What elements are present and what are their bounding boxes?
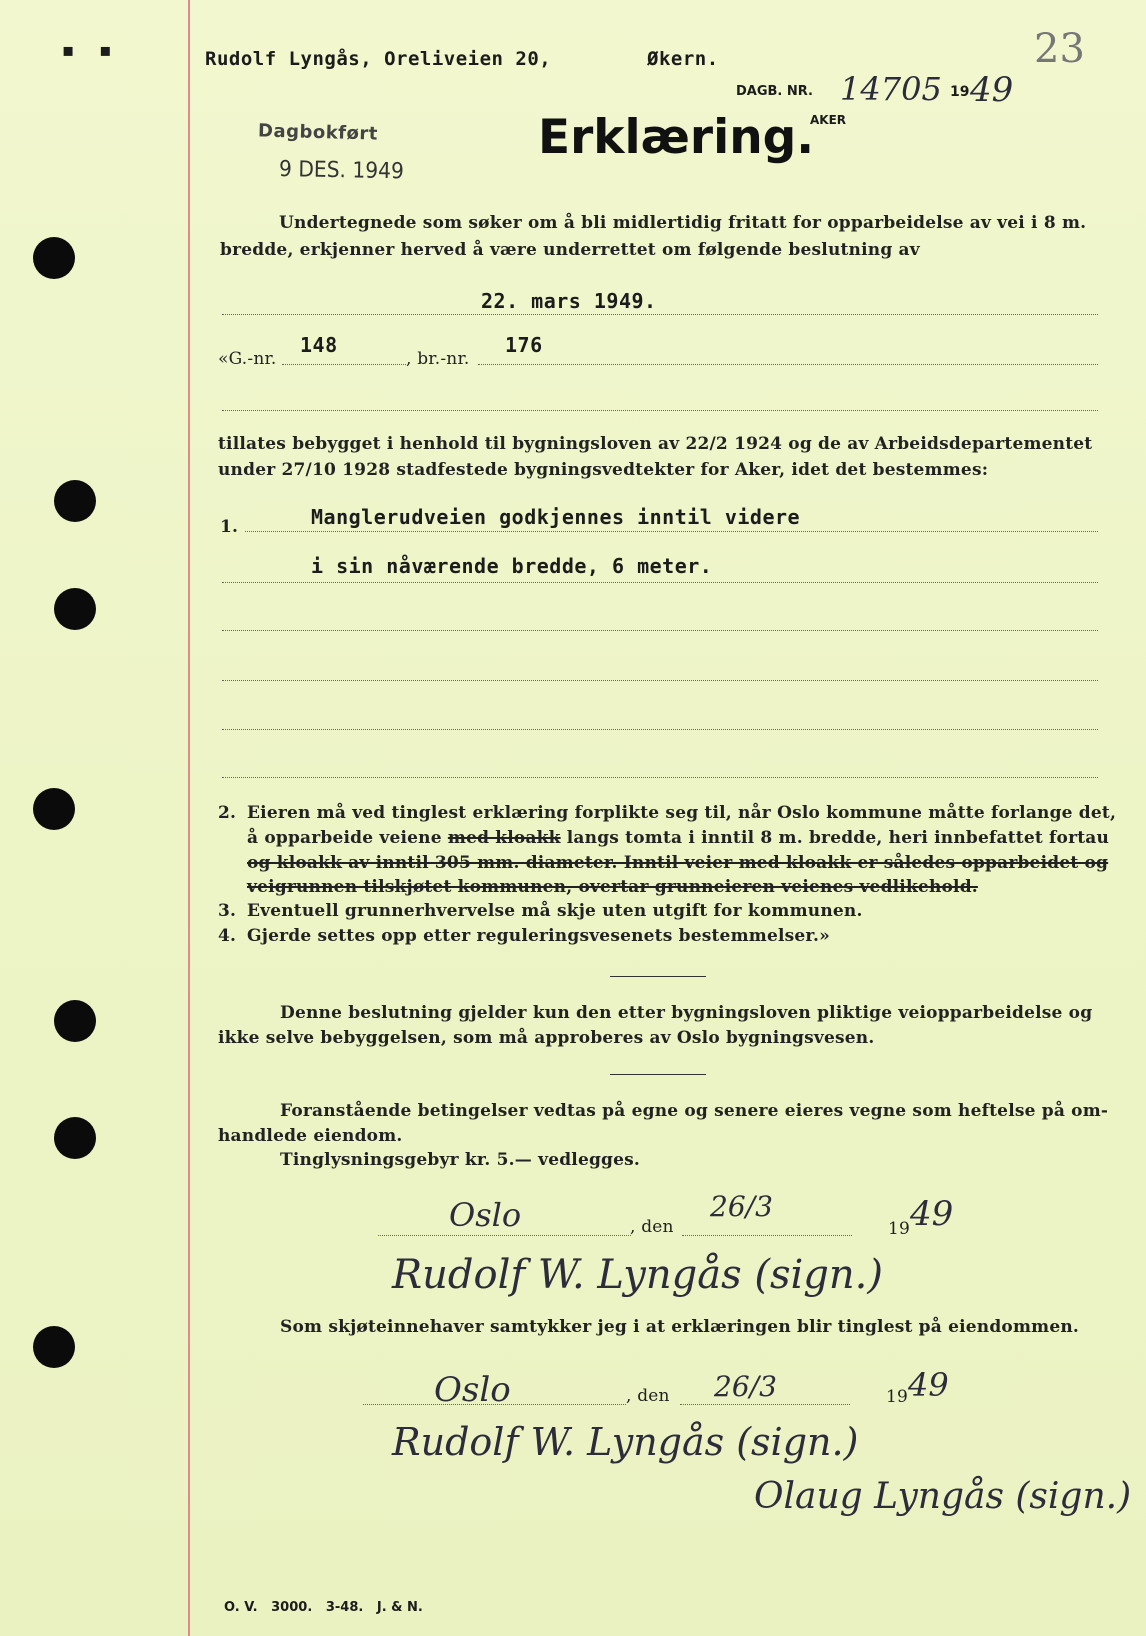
signing-2-date: 26/3: [714, 1370, 777, 1403]
bnr-label: , br.-nr.: [406, 349, 470, 369]
condition-1-line-2: i sin nåværende bredde, 6 meter.: [311, 554, 713, 578]
condition-3-number: 3.: [218, 901, 237, 921]
signing-2-place: Oslo: [434, 1370, 511, 1410]
blank-line: [222, 410, 1098, 411]
gnr-label: «G.-nr.: [218, 349, 277, 369]
signing-1-den: , den: [630, 1217, 674, 1237]
gnr-value: 148: [300, 333, 338, 357]
signing-2-year: 49: [908, 1366, 949, 1404]
stamp-date: 9 DES. 1949: [278, 157, 405, 185]
consent-text: Som skjøteinnehaver samtykker jeg i at erklæringen blir tinglest på eiendommen.: [280, 1317, 1080, 1337]
dagb-year-prefix: 19: [950, 84, 970, 100]
punch-hole: [33, 237, 75, 279]
permission-line-2: under 27/10 1928 stadfestede bygningsvedtekter for Aker, idet det bestemmes:: [218, 460, 989, 480]
dagb-year: 49: [970, 70, 1014, 110]
signing-2-year-prefix: 19: [886, 1387, 909, 1407]
terms-line-1: Foranstående betingelser vedtas på egne og senere eieres vegne som heftelse på om-: [280, 1101, 1109, 1121]
signing-2-signature-1: Rudolf W. Lyngås (sign.): [392, 1420, 859, 1464]
owner-line: Rudolf Lyngås, Oreliveien 20,: [205, 48, 552, 70]
condition-2-line-2: [247, 828, 1109, 848]
condition-4-number: 4.: [218, 926, 237, 946]
condition-3-text: Eventuell grunnerhvervelse må skje uten utgift for kommunen.: [247, 901, 863, 921]
condition-line: [222, 582, 1098, 583]
signing-2-den: , den: [626, 1386, 670, 1406]
place-line: [363, 1404, 626, 1405]
signing-1-signature: Rudolf W. Lyngås (sign.): [392, 1252, 883, 1298]
condition-line: [222, 729, 1098, 730]
condition-2-text-b: langs tomta i inntil 8 m. bredde, heri innbefattet fortau: [566, 828, 1110, 848]
punch-hole: [54, 480, 96, 522]
condition-2-line-3: og kloakk av inntil 305 mm. diameter. Inntil veier med kloakk er således opparbeidet og: [247, 853, 1109, 873]
signing-1-place: Oslo: [449, 1196, 522, 1234]
separator: [610, 976, 706, 977]
bnr-value: 176: [505, 333, 543, 357]
terms-line-2: handlede eiendom.: [218, 1126, 403, 1146]
condition-line: [222, 777, 1098, 778]
intro-line-1: Undertegnede som søker om å bli midlertidig fritatt for opparbeidelse av vei i 8 m.: [279, 213, 1087, 233]
decision-date: 22. mars 1949.: [481, 289, 657, 313]
signing-1-year-prefix: 19: [888, 1219, 911, 1239]
punch-hole: [54, 1000, 96, 1042]
dagb-label: DAGB. NR.: [736, 84, 813, 99]
date-line: [682, 1235, 852, 1236]
bnr-line: [478, 364, 1098, 365]
date-line: [222, 314, 1098, 315]
condition-2-text-a: å opparbeide veiene: [247, 828, 442, 848]
condition-4-text: Gjerde settes opp etter reguleringsvesenets bestemmelser.»: [247, 926, 830, 946]
condition-2-struck: med kloakk: [447, 828, 561, 848]
note-line-2: ikke selve bebyggelsen, som må approberes av Oslo bygningsvesen.: [218, 1028, 875, 1048]
punch-hole: [54, 588, 96, 630]
form-code: O. V. 3000. 3-48. J. & N.: [224, 1600, 423, 1615]
document-title: Erklæring.: [538, 110, 815, 165]
signing-1-date: 26/3: [710, 1190, 773, 1223]
separator: [610, 1074, 706, 1075]
signing-1-year: 49: [910, 1194, 954, 1234]
note-line-1: Denne beslutning gjelder kun den etter bygningsloven pliktige veiopparbeidelse og: [280, 1003, 1093, 1023]
condition-line: [222, 680, 1098, 681]
permission-line-1: tillates bebygget i henhold til bygningsloven av 22/2 1924 og de av Arbeidsdepartementet: [218, 434, 1093, 454]
dagb-number: 14705: [840, 70, 942, 108]
date-line: [680, 1404, 850, 1405]
condition-2-number: 2.: [218, 803, 237, 823]
owner-place: Økern.: [647, 48, 719, 70]
place-line: [378, 1235, 631, 1236]
aker-label: AKER: [810, 113, 847, 127]
margin-line: [188, 0, 190, 1636]
condition-line: [222, 630, 1098, 631]
punch-hole: [54, 1117, 96, 1159]
condition-line: [245, 531, 1098, 532]
punch-hole: [33, 1326, 75, 1368]
stamp-label: Dagbokført: [257, 120, 379, 145]
intro-line-2: bredde, erkjenner herved å være underrettet om følgende beslutning av: [220, 240, 920, 260]
corner-marks: ▪ ▪: [62, 40, 112, 61]
gnr-line: [282, 364, 406, 365]
condition-2-line-4: veigrunnen tilskjøtet kommunen, overtar grunneieren veienes vedlikehold.: [247, 877, 978, 897]
condition-2-line-1: Eieren må ved tinglest erklæring forplikte seg til, når Oslo kommune måtte forlange det,: [247, 803, 1117, 823]
page-number: 23: [1034, 26, 1085, 72]
fee-line: Tinglysningsgebyr kr. 5.— vedlegges.: [280, 1150, 641, 1170]
condition-1-line-1: Manglerudveien godkjennes inntil videre: [311, 505, 801, 529]
signing-2-signature-2: Olaug Lyngås (sign.): [754, 1476, 1132, 1517]
condition-1-number: 1.: [220, 517, 239, 537]
punch-hole: [33, 788, 75, 830]
